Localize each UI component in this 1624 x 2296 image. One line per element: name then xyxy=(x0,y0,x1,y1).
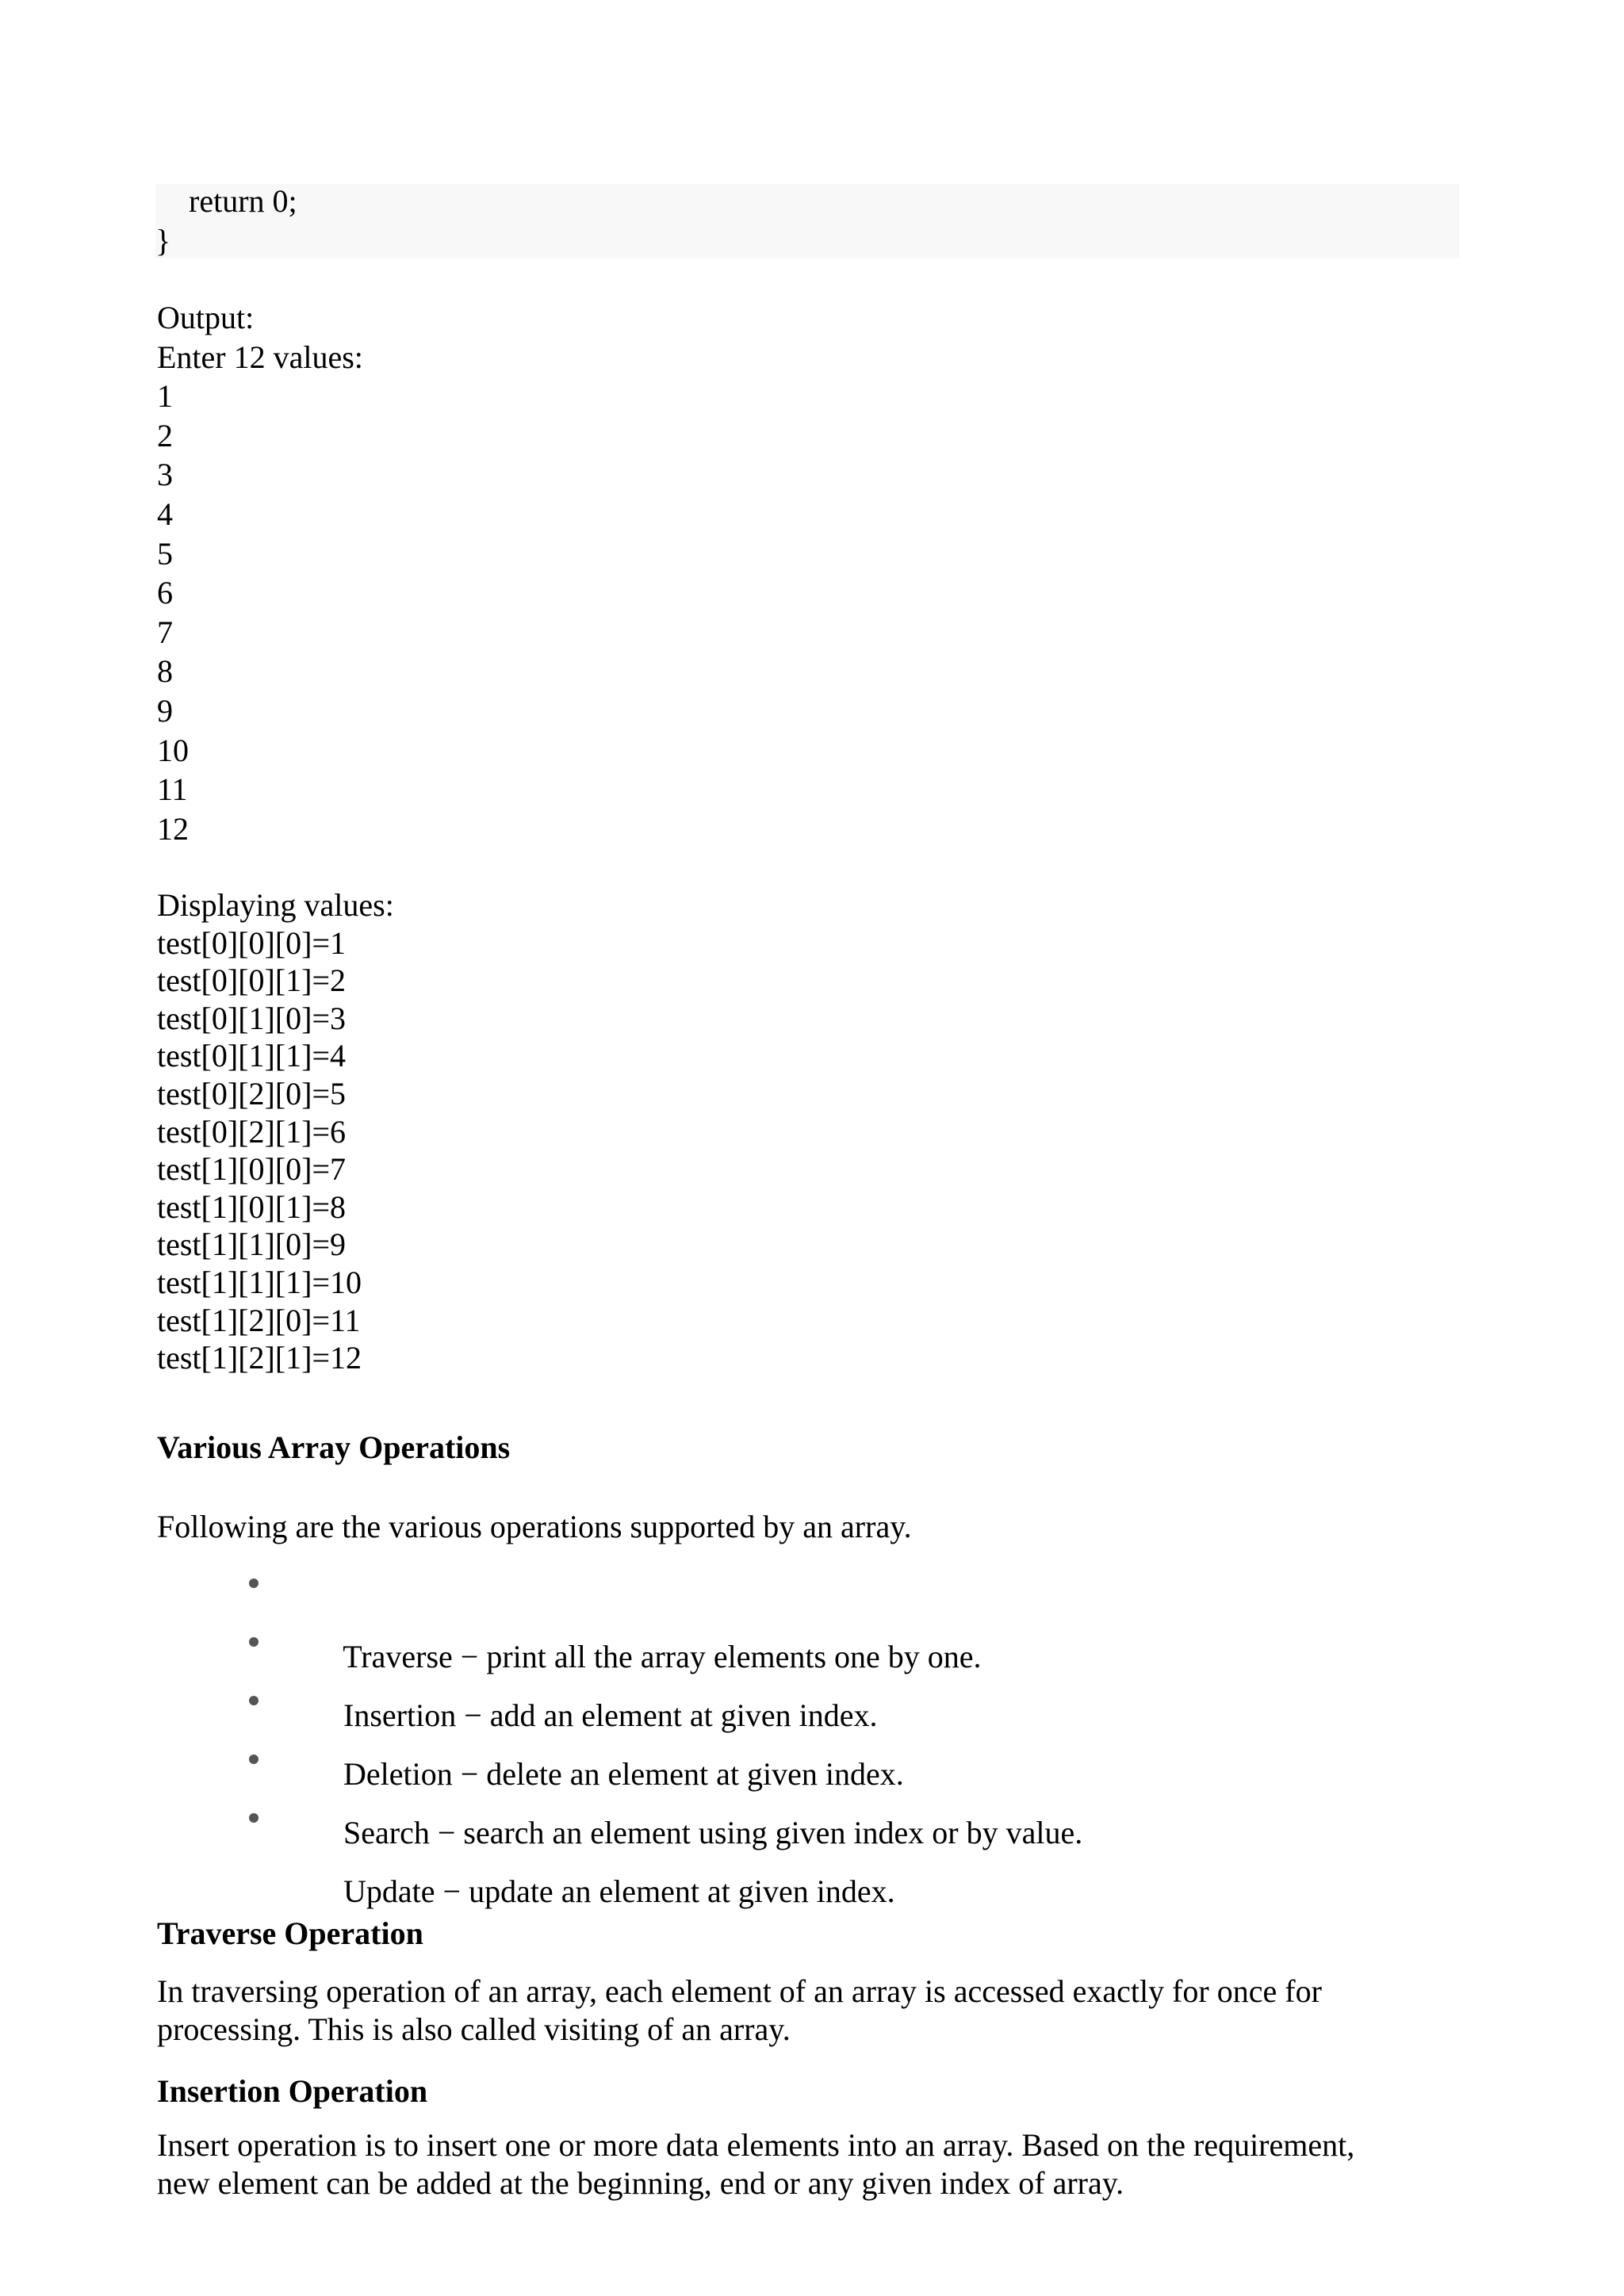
list-item xyxy=(157,1621,1082,1733)
list-item-text: Deletion − delete an element at given index. xyxy=(343,1756,904,1792)
display-line: test[0][1][0]=3 xyxy=(157,1000,347,1036)
display-line: test[1][0][1]=8 xyxy=(157,1188,347,1225)
display-label: Displaying values: xyxy=(157,887,394,923)
bullet-icon xyxy=(249,1813,259,1823)
output-value: 10 xyxy=(157,732,189,768)
display-line: test[1][0][0]=7 xyxy=(157,1151,347,1188)
insertion-paragraph xyxy=(157,2126,1465,2202)
list-item xyxy=(157,1738,1083,1850)
operations-intro: Following are the various operations supported by an array. xyxy=(157,1509,912,1544)
code-line: } xyxy=(155,223,171,258)
output-value: 12 xyxy=(157,810,189,847)
output-section xyxy=(157,298,363,848)
bullet-icon xyxy=(249,1755,259,1764)
output-prompt: Enter 12 values: xyxy=(157,339,363,375)
list-item-text: Search − search an element using given index or by value. xyxy=(343,1815,1083,1850)
list-item xyxy=(157,1562,1082,1674)
display-line: test[1][1][0]=9 xyxy=(157,1226,347,1263)
paragraph-line: new element can be added at the beginning, end or any given index of array. xyxy=(157,2165,1124,2201)
display-line: test[0][0][0]=1 xyxy=(157,924,347,961)
operations-list xyxy=(157,1562,1083,1909)
display-line: test[0][2][1]=6 xyxy=(157,1113,347,1150)
output-value: 11 xyxy=(157,771,188,808)
output-value: 8 xyxy=(157,653,173,690)
bullet-icon xyxy=(249,1637,259,1647)
list-item-text: Traverse − print all the array elements one by one. xyxy=(343,1639,982,1674)
paragraph-line: In traversing operation of an array, each element of an array is accessed exactly for once for xyxy=(157,1973,1322,2009)
display-section xyxy=(157,886,394,1377)
output-value: 4 xyxy=(157,496,173,532)
output-value: 3 xyxy=(157,457,173,493)
section-heading-operations: Various Array Operations xyxy=(157,1429,511,1465)
bullet-icon xyxy=(249,1578,259,1588)
display-line: test[1][2][1]=12 xyxy=(157,1340,362,1376)
output-value: 1 xyxy=(157,378,173,415)
paragraph-line: processing. This is also called visiting of an array. xyxy=(157,2011,791,2047)
code-line: return 0; xyxy=(173,183,297,219)
output-value: 6 xyxy=(157,575,173,611)
section-heading-insertion: Insertion Operation xyxy=(157,2073,428,2109)
paragraph-line: Insert operation is to insert one or more data elements into an array. Based on the requirement, xyxy=(157,2127,1355,2163)
list-item-text: Insertion − add an element at given index. xyxy=(343,1697,878,1733)
bullet-icon xyxy=(249,1696,259,1705)
output-value: 5 xyxy=(157,535,173,572)
output-label: Output: xyxy=(157,300,255,335)
code-block xyxy=(155,184,1459,258)
display-line: test[0][2][0]=5 xyxy=(157,1075,347,1112)
output-value: 9 xyxy=(157,692,173,729)
display-line: test[0][0][1]=2 xyxy=(157,962,347,999)
output-value: 7 xyxy=(157,614,173,650)
output-value: 2 xyxy=(157,417,173,453)
list-item xyxy=(157,1797,1082,1909)
section-heading-traverse: Traverse Operation xyxy=(157,1915,423,1951)
display-line: test[1][2][0]=11 xyxy=(157,1302,361,1338)
list-item xyxy=(157,1679,1082,1792)
traverse-paragraph xyxy=(157,1973,1465,2049)
display-line: test[1][1][1]=10 xyxy=(157,1264,362,1300)
list-item-text: Update − update an element at given index. xyxy=(343,1873,895,1909)
display-line: test[0][1][1]=4 xyxy=(157,1038,347,1074)
